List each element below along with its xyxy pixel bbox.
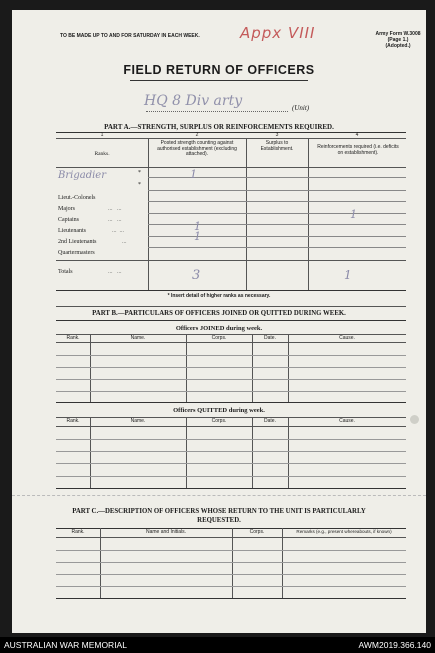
joined-title: Officers JOINED during week.: [175, 325, 263, 332]
instruction-text: TO BE MADE UP TO AND FOR SATURDAY IN EACH WEEK.: [60, 33, 200, 39]
posted-totals: 3: [192, 268, 201, 283]
posted-lieutenants: 1: [194, 230, 201, 243]
page-title: FIELD RETURN OF OFFICERS: [123, 63, 315, 77]
reinf-totals: 1: [344, 268, 352, 282]
rank-lieut-colonels: Lieut.-Colonels: [58, 195, 96, 201]
col-number-3: 3: [275, 132, 279, 138]
part-a-header-rule: [56, 167, 406, 168]
part-a-footnote: * Insert detail of higher ranks as necessary.: [167, 293, 271, 299]
rank-quartermasters: Quartermasters: [58, 250, 95, 256]
col-number-2: 2: [195, 132, 199, 138]
footer-credit: AUSTRALIAN WAR MEMORIAL: [4, 640, 127, 650]
quitted-col-corps: Corps.: [211, 418, 227, 424]
part-c-heading: PART C.—DESCRIPTION OF OFFICERS WHOSE RETURN TO THE UNIT IS PARTICULARLY REQUESTED.: [72, 508, 366, 524]
part-b-heading: PART B.—PARTICULARS OF OFFICERS JOINED OR QUITTED DURING WEEK.: [92, 310, 346, 317]
part-a-totals-rule: [56, 260, 406, 261]
col-number-1: 1: [100, 132, 104, 138]
quitted-col-name: Name.: [130, 418, 146, 424]
rank-majors: Majors: [58, 206, 75, 212]
part-a-vline-1: [148, 138, 149, 290]
col-header-ranks: Ranks.: [94, 151, 110, 157]
form-sheet: TO BE MADE UP TO AND FOR SATURDAY IN EACH WEEK. Appx VIII Army Form W.3008 (Page 1.) (Adopted.) FIELD RETURN OF OFFICERS HQ 8 Div arty (Unit) PART A.—STRENGTH, SURPLUS OR REINFORCEMENTS REQUIRED. 1 2 3 4 Ranks. Posted strength counting against authorised establishment (excluding attached). Surplus to Establishment. Reinforcements required (i.e. deficits on establishment). Brigadier * 1 * Lieut.-Colonels Majors Captains Lieutenants 2nd Lieutenants Quartermasters Totals ... ... ... ... ... ... ... ... ... 1 1 1 3 1 * Insert detail of higher ranks as necessary. PART B.—PARTICULARS OF OFFICERS JOINED OR QUITTED DURING WEEK. Officers JOINED during week. Rank. Name. Corps. Date. Cause. Officers QUITTED during week. Rank. Name. Corps. Date. Cause. PART C.—DESCRIPTION OF OFFICERS WHOSE RETURN TO THE UNIT IS PARTICULARLY REQUESTED. Rank. Name and Initials. Corps. Remarks (e.g., present whereabouts, if known): [12, 10, 426, 633]
col-number-4: 4: [355, 132, 359, 138]
col-header-posted: Posted strength counting against authorised establishment (excluding attached).: [157, 140, 237, 157]
rank-totals: Totals: [58, 269, 73, 275]
appendix-stamp: Appx VIII: [240, 24, 316, 42]
quitted-title: Officers QUITTED during week.: [173, 407, 265, 414]
part-a-heading: PART A.—STRENGTH, SURPLUS OR REINFORCEMENTS REQUIRED.: [104, 123, 334, 131]
unit-handwritten: HQ 8 Div arty: [144, 93, 243, 109]
army-form-number: Army Form W.3008 (Page 1.) (Adopted.): [375, 31, 421, 49]
part-c-col-rank: Rank.: [71, 529, 85, 535]
quitted-col-rank: Rank.: [66, 418, 80, 424]
posted-captains: 1: [194, 220, 201, 233]
part-a-vline-3: [308, 138, 309, 290]
fold-line: [12, 495, 426, 496]
part-a-bottom-rule: [56, 290, 406, 291]
joined-col-name: Name.: [130, 335, 146, 341]
part-a-num-rule: [56, 138, 406, 139]
part-c-col-corps: Corps.: [249, 529, 265, 535]
posted-brigadier: 1: [190, 168, 197, 181]
unit-line: [146, 111, 288, 112]
rank-lieutenants: Lieutenants: [58, 228, 86, 234]
footer-bar: [0, 637, 435, 653]
joined-col-rank: Rank.: [66, 335, 80, 341]
punch-hole: [410, 415, 419, 424]
col-header-reinforcements: Reinforcements required (i.e. deficits on establishment).: [317, 144, 399, 156]
quitted-col-cause: Cause.: [339, 418, 355, 424]
footer-accession: AWM2019.366.140: [358, 640, 431, 650]
part-c-col-name: Name and Initials.: [145, 529, 187, 535]
joined-col-date: Date.: [264, 335, 276, 341]
part-c-col-remarks: Remarks (e.g., present whereabouts, if known): [296, 529, 392, 534]
reinf-majors: 1: [350, 208, 357, 221]
title-underline: [130, 80, 308, 81]
rank-2nd-lieutenants: 2nd Lieutenants: [58, 239, 97, 245]
rank-captains: Captains: [58, 217, 79, 223]
rank-blank-row: *: [138, 182, 141, 188]
rank-brigadier: Brigadier: [58, 170, 106, 181]
part-a-vline-2: [246, 138, 247, 290]
joined-col-cause: Cause.: [339, 335, 355, 341]
unit-label: (Unit): [292, 104, 310, 112]
joined-col-corps: Corps.: [211, 335, 227, 341]
col-header-surplus: Surplus to Establishment.: [260, 140, 294, 152]
quitted-col-date: Date.: [264, 418, 276, 424]
